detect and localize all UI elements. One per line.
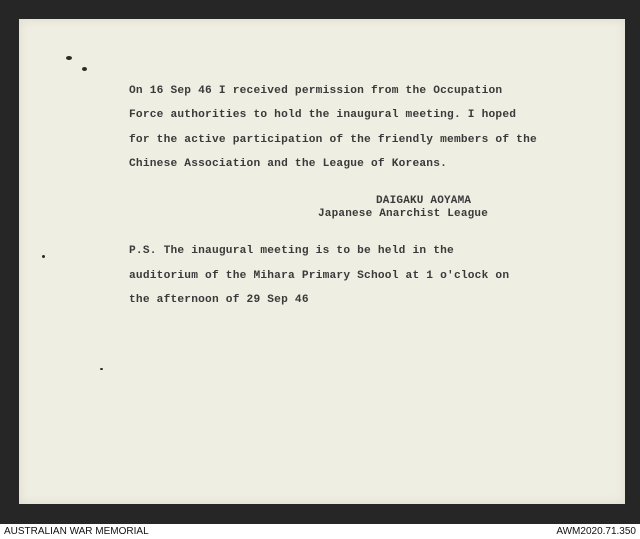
postscript-line-3: the afternoon of 29 Sep 46 xyxy=(129,294,309,306)
ink-speck xyxy=(100,368,103,370)
signature-name: DAIGAKU AOYAMA xyxy=(376,195,472,207)
postscript-line-1: P.S. The inaugural meeting is to be held in the xyxy=(129,245,454,257)
footer-institution: AUSTRALIAN WAR MEMORIAL xyxy=(4,526,149,537)
postscript-line-2: auditorium of the Mihara Primary School at 1 o'clock on xyxy=(129,270,510,282)
paragraph-1-line-3: for the active participation of the friendly members of the xyxy=(129,134,537,146)
paragraph-1-line-1: On 16 Sep 46 I received permission from the Occupation xyxy=(129,85,503,97)
ink-speck xyxy=(42,255,45,258)
paragraph-1-line-4: Chinese Association and the League of Koreans. xyxy=(129,158,448,170)
ink-speck xyxy=(82,67,87,71)
ink-speck xyxy=(66,56,72,60)
footer-accession-number: AWM2020.71.350 xyxy=(556,526,636,537)
paragraph-1-line-2: Force authorities to hold the inaugural meeting. I hoped xyxy=(129,109,517,121)
signature-org: Japanese Anarchist League xyxy=(318,208,489,220)
footer-bar xyxy=(0,524,640,539)
